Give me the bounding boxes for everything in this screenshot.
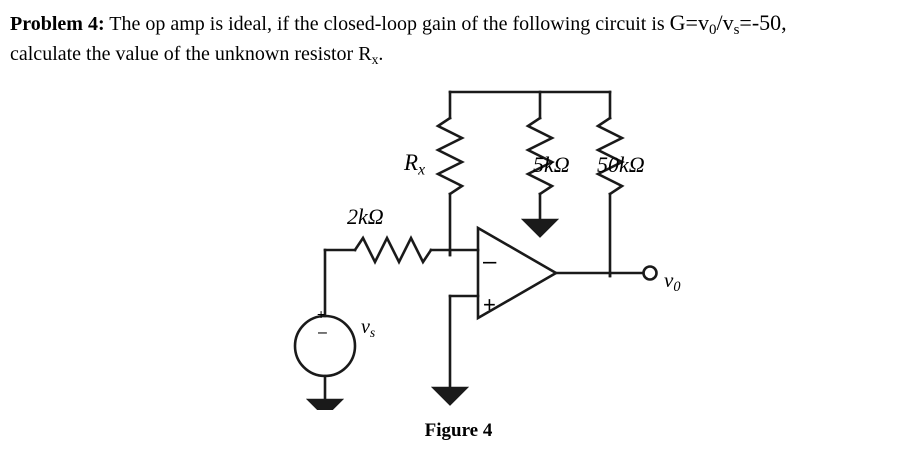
label-rx xyxy=(404,150,425,179)
opamp-noninverting-sign: + xyxy=(483,292,496,317)
label-vsource xyxy=(361,316,375,341)
source-minus-sign: – xyxy=(318,324,327,341)
r2k-resistor-zigzag xyxy=(355,238,431,262)
label-r2k: 2kΩ xyxy=(347,204,384,229)
ground-5k-symbol xyxy=(524,220,556,236)
gain-expression-mid: /v xyxy=(716,10,734,35)
label-rx-letter: R xyxy=(404,150,419,175)
ground-source-symbol xyxy=(309,400,341,410)
gain-value: =-50, xyxy=(739,10,787,35)
label-vout-sub: 0 xyxy=(673,278,681,295)
gain-expression-lead: G=v xyxy=(669,10,709,35)
circuit-schematic-svg xyxy=(0,70,917,410)
label-r50k: 50kΩ xyxy=(597,152,645,177)
ground-noninverting-symbol xyxy=(434,388,466,404)
label-vout xyxy=(664,268,680,296)
label-rx-sub: x xyxy=(418,161,425,179)
output-terminal-node xyxy=(644,267,657,280)
label-r5k: 5kΩ xyxy=(533,152,570,177)
problem-text-2: calculate the value of the unknown resistor R xyxy=(10,42,372,65)
opamp-inverting-sign: – xyxy=(483,248,497,275)
source-plus-sign: + xyxy=(317,306,326,322)
gain-sub-0: 0 xyxy=(708,22,717,39)
problem-text-1: The op amp is ideal, if the closed-loop gain of the following circuit is xyxy=(104,13,670,35)
label-vsource-sub: s xyxy=(369,324,376,340)
problem-label: Problem 4: xyxy=(10,13,105,35)
gain-expression xyxy=(669,10,787,39)
label-vout-letter: v xyxy=(664,268,674,292)
figure-caption: Figure 4 xyxy=(424,420,493,441)
problem-text-3: . xyxy=(378,42,384,65)
rx-subscript: x xyxy=(371,51,379,67)
label-vsource-letter: v xyxy=(361,316,370,338)
circuit-figure xyxy=(0,70,917,410)
gain-sub-s: s xyxy=(733,22,740,39)
problem-statement xyxy=(10,8,910,69)
rx-resistor-zigzag xyxy=(438,118,462,194)
